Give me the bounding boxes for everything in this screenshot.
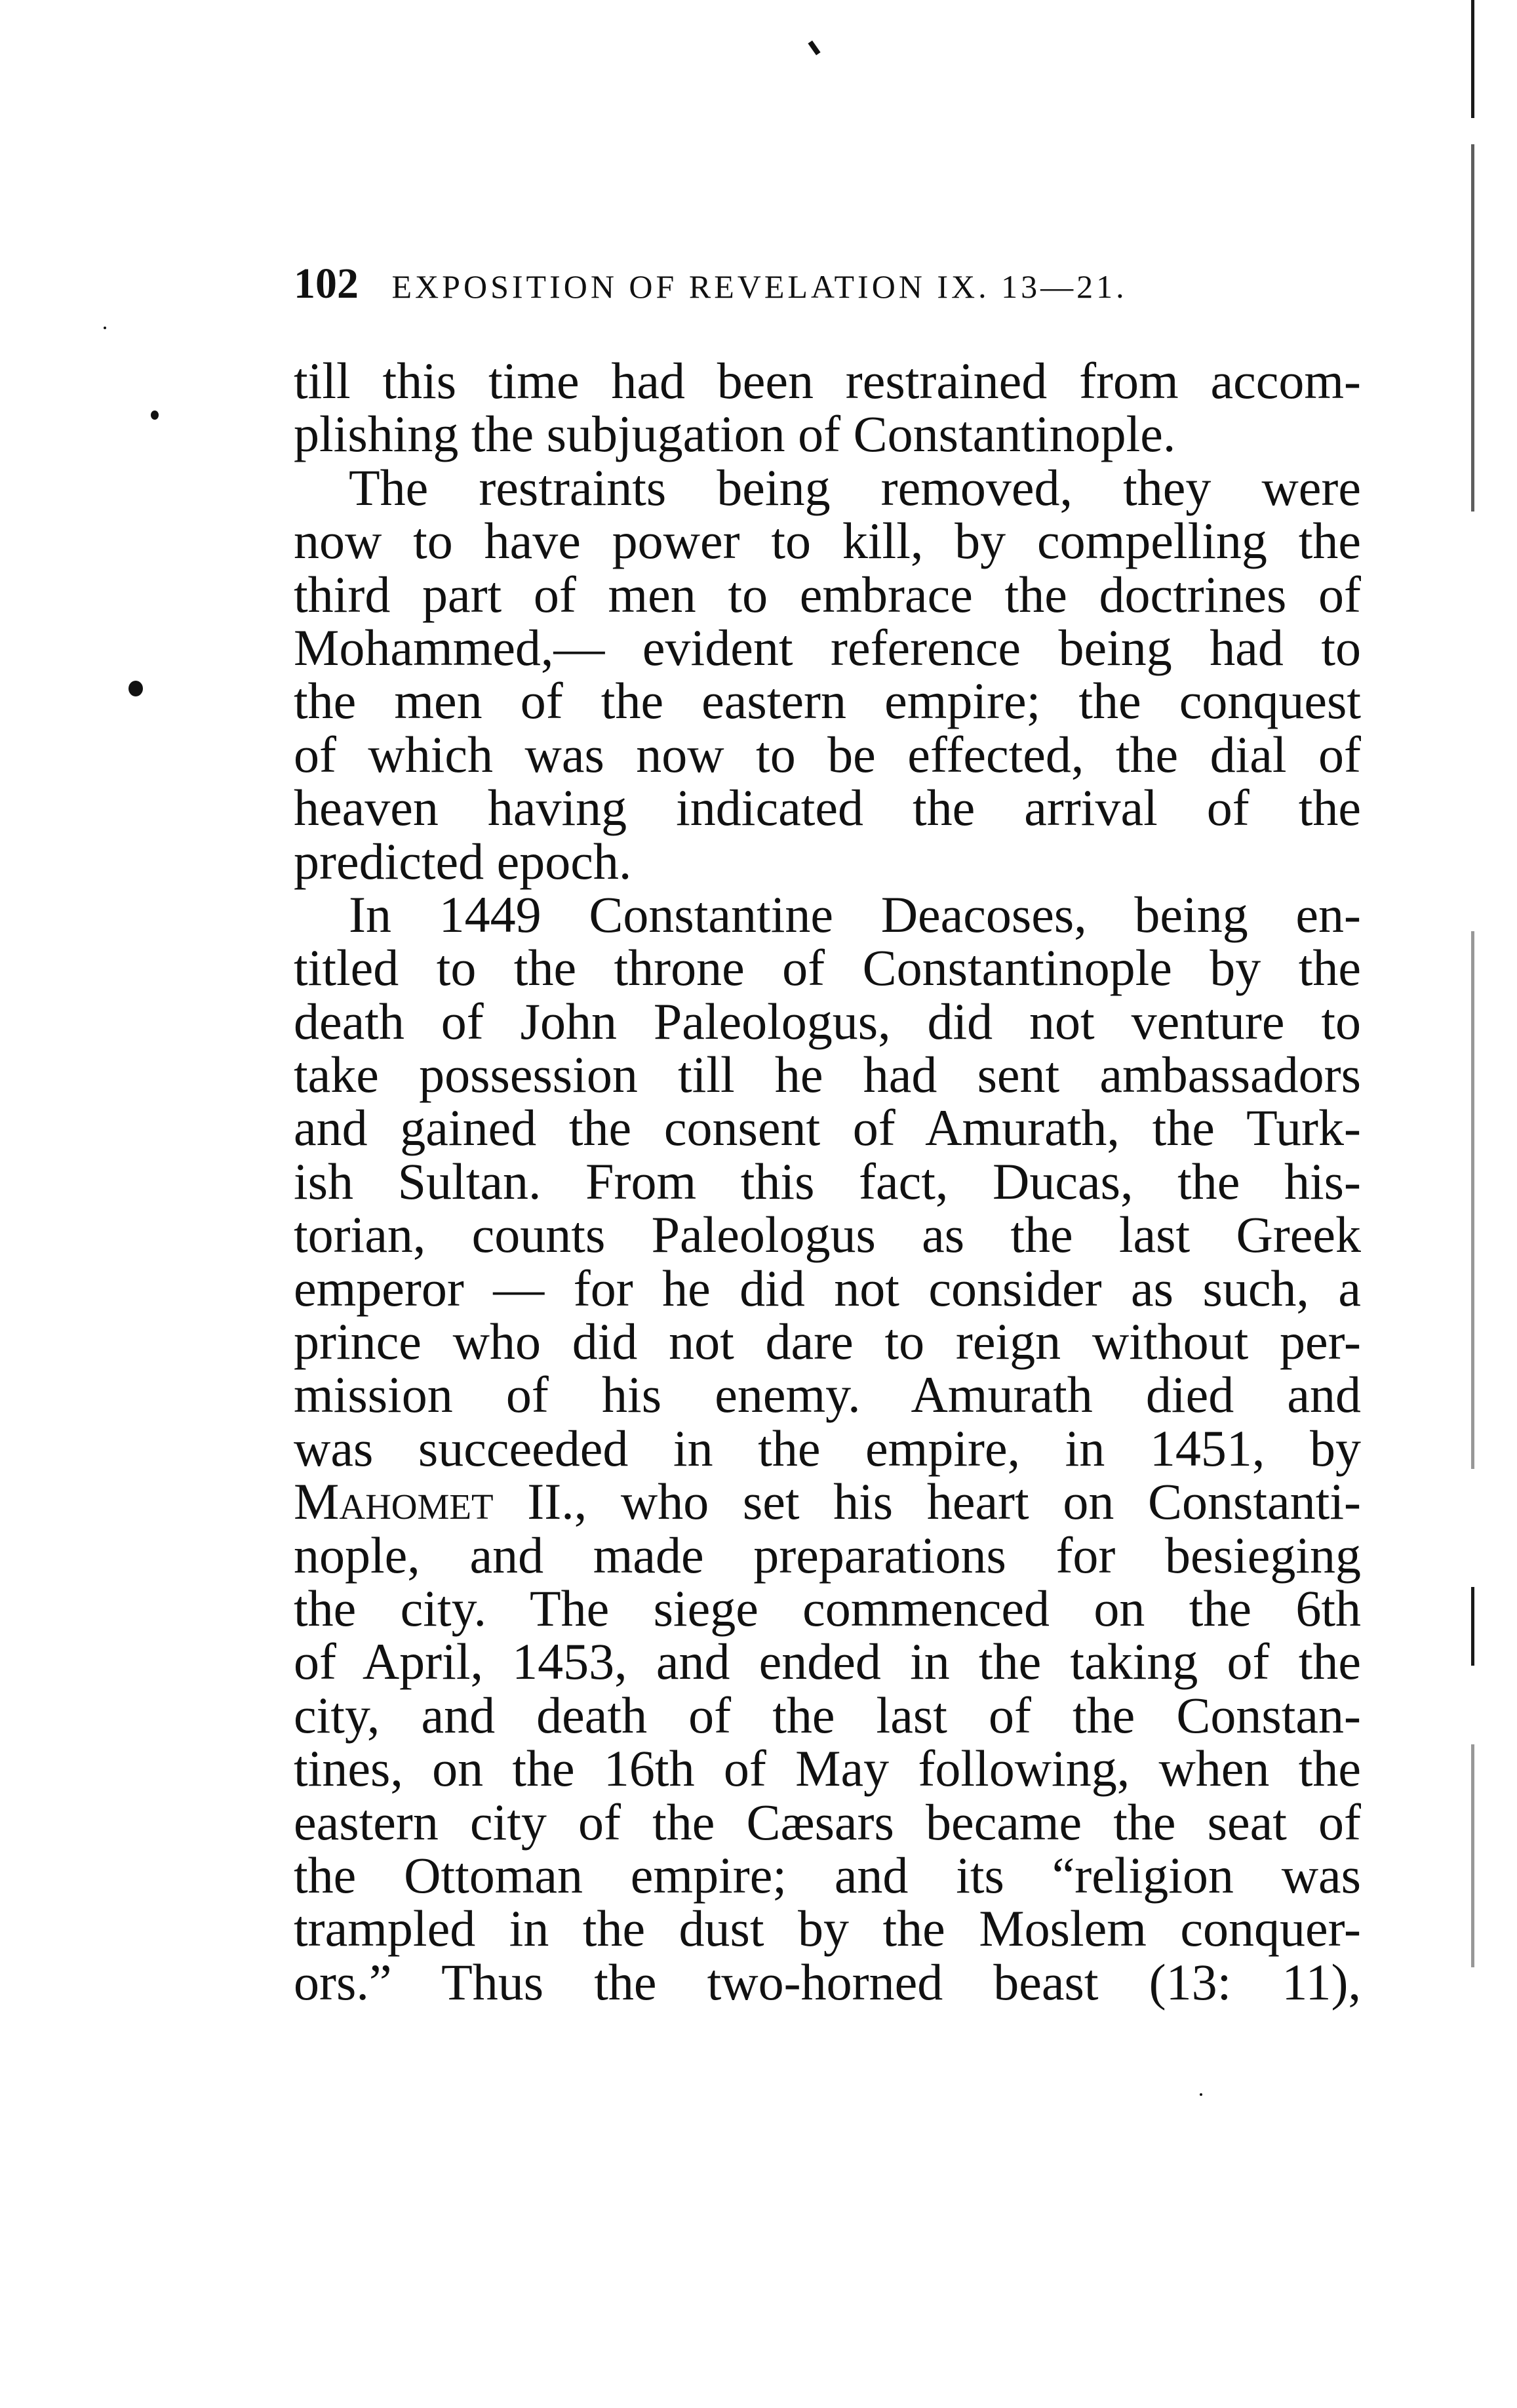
text-line: death of John Paleologus, did not venture to: [294, 992, 1361, 1050]
small-caps-name: Mahomet: [294, 1473, 494, 1531]
text-line: mission of his enemy. Amurath died and: [294, 1366, 1361, 1424]
text-line: the Ottoman empire; and its “religion was: [294, 1846, 1361, 1904]
page-edge-line: [1471, 1587, 1474, 1666]
text-line: now to have power to kill, by compelling the: [294, 512, 1361, 570]
text-line: ors.” Thus the two-horned beast (13: 11),: [294, 1953, 1361, 2011]
scan-speck: [1200, 2093, 1202, 2096]
text-line: Mohammed,— evident reference being had to: [294, 618, 1361, 676]
page-edge-line: [1471, 931, 1474, 1469]
text-line: ish Sultan. From this fact, Ducas, the his-: [294, 1152, 1361, 1210]
text-line: emperor — for he did not consider as such, a: [294, 1259, 1361, 1317]
page-number: 102: [294, 260, 359, 308]
text-line: titled to the throne of Constantinople by the: [294, 939, 1361, 997]
text-line: of April, 1453, and ended in the taking of the: [294, 1633, 1361, 1691]
text-line: Mahomet II., who set his heart on Constanti-: [294, 1473, 1361, 1531]
paragraph-first-line: In 1449 Constantine Deacoses, being en-: [349, 885, 1361, 943]
body-text: [294, 354, 1361, 2009]
scan-speck: [128, 681, 143, 696]
text-line: the men of the eastern empire; the conquest: [294, 672, 1361, 730]
text-line: plishing the subjugation of Constantinople.: [294, 405, 1176, 463]
text-line: the city. The siege commenced on the 6th: [294, 1579, 1361, 1637]
text-line: third part of men to embrace the doctrines of: [294, 565, 1361, 623]
scan-speck: [151, 411, 159, 420]
text-line: trampled in the dust by the Moslem conquer-: [294, 1900, 1361, 1957]
text-line: tines, on the 16th of May following, when the: [294, 1740, 1361, 1797]
page-edge-line: [1471, 1744, 1474, 1967]
text-line: nople, and made preparations for besieging: [294, 1526, 1361, 1584]
text-line: city, and death of the last of the Constan-: [294, 1686, 1361, 1744]
page-edge-line: [1471, 0, 1474, 118]
text-line: was succeeded in the empire, in 1451, by: [294, 1419, 1361, 1477]
paragraph-first-line: The restraints being removed, they were: [349, 458, 1361, 516]
text-line: predicted epoch.: [294, 832, 632, 890]
running-header: [294, 261, 1382, 307]
text-line: of which was now to be effected, the dial of: [294, 725, 1361, 783]
text-line: till this time had been restrained from accom-: [294, 352, 1361, 409]
text-line: torian, counts Paleologus as the last Greek: [294, 1206, 1361, 1264]
text-line: eastern city of the Cæsars became the seat of: [294, 1793, 1361, 1851]
text-line: take possession till he had sent ambassadors: [294, 1046, 1361, 1104]
text-line: prince who did not dare to reign without per-: [294, 1313, 1361, 1371]
scan-speck: [808, 41, 820, 56]
scan-speck: [104, 327, 106, 329]
running-title: EXPOSITION OF REVELATION IX. 13—21.: [391, 268, 1128, 305]
page-edge-line: [1471, 144, 1474, 512]
text-line: and gained the consent of Amurath, the Turk-: [294, 1099, 1361, 1157]
text-line: heaven having indicated the arrival of the: [294, 779, 1361, 837]
